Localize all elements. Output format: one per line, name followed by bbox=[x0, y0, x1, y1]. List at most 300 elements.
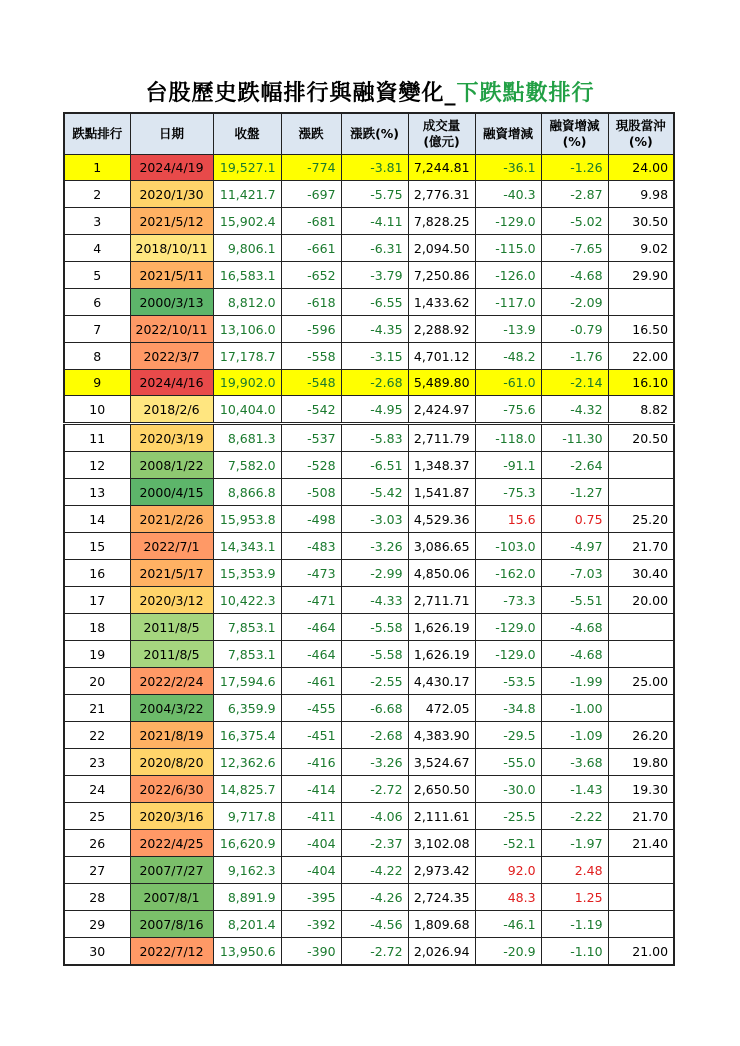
date-cell: 2011/8/5 bbox=[130, 641, 213, 668]
margin-change-cell: -129.0 bbox=[475, 614, 541, 641]
day-trade-pct-cell: 8.82 bbox=[608, 396, 674, 424]
change-pct-cell: -4.11 bbox=[341, 208, 408, 235]
date-cell: 2022/6/30 bbox=[130, 776, 213, 803]
table-row bbox=[64, 289, 674, 316]
margin-change-cell: -91.1 bbox=[475, 452, 541, 479]
margin-change-cell: -126.0 bbox=[475, 262, 541, 289]
date-cell: 2022/3/7 bbox=[130, 343, 213, 370]
table-row bbox=[64, 749, 674, 776]
table-row bbox=[64, 911, 674, 938]
close-cell: 8,681.3 bbox=[213, 424, 281, 452]
rank-cell: 28 bbox=[64, 884, 130, 911]
date-cell: 2021/5/11 bbox=[130, 262, 213, 289]
day-trade-pct-cell: 21.70 bbox=[608, 533, 674, 560]
day-trade-pct-cell: 21.00 bbox=[608, 938, 674, 966]
close-cell: 15,902.4 bbox=[213, 208, 281, 235]
date-cell: 2000/4/15 bbox=[130, 479, 213, 506]
table-row bbox=[64, 722, 674, 749]
margin-change-cell: -75.3 bbox=[475, 479, 541, 506]
change-pct-cell: -2.72 bbox=[341, 938, 408, 966]
rank-cell: 4 bbox=[64, 235, 130, 262]
close-cell: 16,583.1 bbox=[213, 262, 281, 289]
change-cell: -697 bbox=[281, 181, 341, 208]
day-trade-pct-cell bbox=[608, 857, 674, 884]
date-cell: 2011/8/5 bbox=[130, 614, 213, 641]
rank-cell: 18 bbox=[64, 614, 130, 641]
margin-change-pct-cell: -0.79 bbox=[541, 316, 608, 343]
change-pct-cell: -2.37 bbox=[341, 830, 408, 857]
change-pct-cell: -2.68 bbox=[341, 370, 408, 396]
close-cell: 8,201.4 bbox=[213, 911, 281, 938]
volume-cell: 3,086.65 bbox=[408, 533, 475, 560]
day-trade-pct-cell bbox=[608, 614, 674, 641]
margin-change-pct-cell: -1.09 bbox=[541, 722, 608, 749]
margin-change-pct-cell: -2.09 bbox=[541, 289, 608, 316]
rank-cell: 8 bbox=[64, 343, 130, 370]
table-row bbox=[64, 370, 674, 396]
margin-change-cell: -117.0 bbox=[475, 289, 541, 316]
change-cell: -596 bbox=[281, 316, 341, 343]
day-trade-pct-cell: 21.40 bbox=[608, 830, 674, 857]
day-trade-pct-cell: 22.00 bbox=[608, 343, 674, 370]
change-cell: -548 bbox=[281, 370, 341, 396]
margin-change-pct-cell: -7.03 bbox=[541, 560, 608, 587]
day-trade-pct-cell bbox=[608, 479, 674, 506]
rank-cell: 6 bbox=[64, 289, 130, 316]
day-trade-pct-cell: 30.40 bbox=[608, 560, 674, 587]
margin-change-cell: -52.1 bbox=[475, 830, 541, 857]
margin-change-pct-cell: -5.51 bbox=[541, 587, 608, 614]
volume-cell: 2,094.50 bbox=[408, 235, 475, 262]
rank-cell: 9 bbox=[64, 370, 130, 396]
margin-change-pct-cell: -2.87 bbox=[541, 181, 608, 208]
table-row bbox=[64, 235, 674, 262]
volume-cell: 2,026.94 bbox=[408, 938, 475, 966]
date-cell: 2020/3/19 bbox=[130, 424, 213, 452]
change-cell: -537 bbox=[281, 424, 341, 452]
day-trade-pct-cell: 9.02 bbox=[608, 235, 674, 262]
day-trade-pct-cell: 19.80 bbox=[608, 749, 674, 776]
volume-cell: 4,850.06 bbox=[408, 560, 475, 587]
rank-cell: 10 bbox=[64, 396, 130, 424]
change-cell: -542 bbox=[281, 396, 341, 424]
margin-change-cell: -30.0 bbox=[475, 776, 541, 803]
date-cell: 2021/5/12 bbox=[130, 208, 213, 235]
change-pct-cell: -2.55 bbox=[341, 668, 408, 695]
day-trade-pct-cell: 16.10 bbox=[608, 370, 674, 396]
margin-change-cell: -34.8 bbox=[475, 695, 541, 722]
change-pct-cell: -3.81 bbox=[341, 155, 408, 181]
margin-change-pct-cell: -4.68 bbox=[541, 614, 608, 641]
close-cell: 7,853.1 bbox=[213, 641, 281, 668]
rank-cell: 25 bbox=[64, 803, 130, 830]
close-cell: 17,178.7 bbox=[213, 343, 281, 370]
date-cell: 2020/3/16 bbox=[130, 803, 213, 830]
rank-cell: 29 bbox=[64, 911, 130, 938]
table-row bbox=[64, 343, 674, 370]
margin-change-cell: 15.6 bbox=[475, 506, 541, 533]
rank-cell: 21 bbox=[64, 695, 130, 722]
volume-cell: 1,433.62 bbox=[408, 289, 475, 316]
day-trade-pct-cell: 9.98 bbox=[608, 181, 674, 208]
close-cell: 8,891.9 bbox=[213, 884, 281, 911]
close-cell: 15,353.9 bbox=[213, 560, 281, 587]
change-pct-cell: -4.22 bbox=[341, 857, 408, 884]
day-trade-pct-cell: 21.70 bbox=[608, 803, 674, 830]
volume-cell: 2,711.79 bbox=[408, 424, 475, 452]
close-cell: 19,527.1 bbox=[213, 155, 281, 181]
change-cell: -464 bbox=[281, 641, 341, 668]
table-row bbox=[64, 155, 674, 181]
date-cell: 2020/1/30 bbox=[130, 181, 213, 208]
change-pct-cell: -2.68 bbox=[341, 722, 408, 749]
margin-change-pct-cell: -1.10 bbox=[541, 938, 608, 966]
day-trade-pct-cell bbox=[608, 695, 674, 722]
header-margin-change: 融資增減 bbox=[475, 113, 541, 155]
change-pct-cell: -4.06 bbox=[341, 803, 408, 830]
change-pct-cell: -6.55 bbox=[341, 289, 408, 316]
margin-change-cell: -36.1 bbox=[475, 155, 541, 181]
table-row bbox=[64, 668, 674, 695]
day-trade-pct-cell: 16.50 bbox=[608, 316, 674, 343]
margin-change-pct-cell: -7.65 bbox=[541, 235, 608, 262]
rank-cell: 11 bbox=[64, 424, 130, 452]
margin-change-cell: -53.5 bbox=[475, 668, 541, 695]
margin-change-pct-cell: -1.26 bbox=[541, 155, 608, 181]
change-cell: -473 bbox=[281, 560, 341, 587]
close-cell: 7,853.1 bbox=[213, 614, 281, 641]
margin-change-pct-cell: 2.48 bbox=[541, 857, 608, 884]
rank-cell: 19 bbox=[64, 641, 130, 668]
volume-cell: 1,626.19 bbox=[408, 614, 475, 641]
volume-cell: 2,724.35 bbox=[408, 884, 475, 911]
day-trade-pct-cell: 25.00 bbox=[608, 668, 674, 695]
table-row bbox=[64, 533, 674, 560]
change-cell: -404 bbox=[281, 857, 341, 884]
header-rank: 跌點排行 bbox=[64, 113, 130, 155]
rank-cell: 22 bbox=[64, 722, 130, 749]
margin-change-cell: -75.6 bbox=[475, 396, 541, 424]
change-pct-cell: -4.26 bbox=[341, 884, 408, 911]
day-trade-pct-cell: 19.30 bbox=[608, 776, 674, 803]
table-row bbox=[64, 560, 674, 587]
table-row bbox=[64, 479, 674, 506]
margin-change-pct-cell: -2.22 bbox=[541, 803, 608, 830]
change-cell: -661 bbox=[281, 235, 341, 262]
margin-change-pct-cell: -1.19 bbox=[541, 911, 608, 938]
date-cell: 2007/7/27 bbox=[130, 857, 213, 884]
change-cell: -461 bbox=[281, 668, 341, 695]
date-cell: 2000/3/13 bbox=[130, 289, 213, 316]
close-cell: 13,950.6 bbox=[213, 938, 281, 966]
change-pct-cell: -4.35 bbox=[341, 316, 408, 343]
margin-change-cell: 92.0 bbox=[475, 857, 541, 884]
table-row bbox=[64, 803, 674, 830]
margin-change-pct-cell: -1.76 bbox=[541, 343, 608, 370]
close-cell: 16,620.9 bbox=[213, 830, 281, 857]
volume-cell: 1,809.68 bbox=[408, 911, 475, 938]
rank-cell: 27 bbox=[64, 857, 130, 884]
change-cell: -390 bbox=[281, 938, 341, 966]
volume-cell: 2,711.71 bbox=[408, 587, 475, 614]
change-cell: -392 bbox=[281, 911, 341, 938]
table-row bbox=[64, 262, 674, 289]
day-trade-pct-cell bbox=[608, 452, 674, 479]
table-row bbox=[64, 695, 674, 722]
change-pct-cell: -5.58 bbox=[341, 641, 408, 668]
change-pct-cell: -3.26 bbox=[341, 749, 408, 776]
change-pct-cell: -3.26 bbox=[341, 533, 408, 560]
day-trade-pct-cell: 26.20 bbox=[608, 722, 674, 749]
change-cell: -451 bbox=[281, 722, 341, 749]
rank-cell: 20 bbox=[64, 668, 130, 695]
change-cell: -483 bbox=[281, 533, 341, 560]
change-cell: -498 bbox=[281, 506, 341, 533]
date-cell: 2024/4/16 bbox=[130, 370, 213, 396]
margin-change-cell: -129.0 bbox=[475, 208, 541, 235]
date-cell: 2018/2/6 bbox=[130, 396, 213, 424]
volume-cell: 3,102.08 bbox=[408, 830, 475, 857]
margin-change-pct-cell: 0.75 bbox=[541, 506, 608, 533]
table-row bbox=[64, 452, 674, 479]
margin-change-pct-cell: -1.43 bbox=[541, 776, 608, 803]
table-row bbox=[64, 857, 674, 884]
margin-change-pct-cell: -4.68 bbox=[541, 262, 608, 289]
change-pct-cell: -4.95 bbox=[341, 396, 408, 424]
rank-cell: 14 bbox=[64, 506, 130, 533]
volume-cell: 2,288.92 bbox=[408, 316, 475, 343]
change-pct-cell: -4.56 bbox=[341, 911, 408, 938]
volume-cell: 4,430.17 bbox=[408, 668, 475, 695]
date-cell: 2007/8/1 bbox=[130, 884, 213, 911]
close-cell: 10,404.0 bbox=[213, 396, 281, 424]
volume-cell: 1,348.37 bbox=[408, 452, 475, 479]
volume-cell: 2,424.97 bbox=[408, 396, 475, 424]
margin-change-cell: -162.0 bbox=[475, 560, 541, 587]
change-pct-cell: -6.51 bbox=[341, 452, 408, 479]
change-cell: -455 bbox=[281, 695, 341, 722]
table-row bbox=[64, 614, 674, 641]
change-cell: -471 bbox=[281, 587, 341, 614]
table-body bbox=[64, 155, 674, 966]
margin-change-pct-cell: -4.32 bbox=[541, 396, 608, 424]
margin-change-pct-cell: -4.97 bbox=[541, 533, 608, 560]
change-cell: -395 bbox=[281, 884, 341, 911]
change-pct-cell: -2.72 bbox=[341, 776, 408, 803]
volume-cell: 2,973.42 bbox=[408, 857, 475, 884]
volume-cell: 2,650.50 bbox=[408, 776, 475, 803]
change-pct-cell: -6.68 bbox=[341, 695, 408, 722]
table-row bbox=[64, 424, 674, 452]
margin-change-cell: -29.5 bbox=[475, 722, 541, 749]
day-trade-pct-cell: 24.00 bbox=[608, 155, 674, 181]
day-trade-pct-cell: 29.90 bbox=[608, 262, 674, 289]
date-cell: 2022/7/12 bbox=[130, 938, 213, 966]
margin-change-pct-cell: -1.99 bbox=[541, 668, 608, 695]
date-cell: 2022/2/24 bbox=[130, 668, 213, 695]
volume-cell: 7,250.86 bbox=[408, 262, 475, 289]
table-row bbox=[64, 587, 674, 614]
header-change: 漲跌 bbox=[281, 113, 341, 155]
change-cell: -404 bbox=[281, 830, 341, 857]
margin-change-cell: -25.5 bbox=[475, 803, 541, 830]
volume-cell: 1,626.19 bbox=[408, 641, 475, 668]
change-cell: -618 bbox=[281, 289, 341, 316]
margin-change-cell: -73.3 bbox=[475, 587, 541, 614]
change-pct-cell: -2.99 bbox=[341, 560, 408, 587]
change-pct-cell: -5.42 bbox=[341, 479, 408, 506]
close-cell: 17,594.6 bbox=[213, 668, 281, 695]
change-cell: -414 bbox=[281, 776, 341, 803]
table-row bbox=[64, 181, 674, 208]
change-cell: -508 bbox=[281, 479, 341, 506]
day-trade-pct-cell: 20.00 bbox=[608, 587, 674, 614]
close-cell: 7,582.0 bbox=[213, 452, 281, 479]
change-pct-cell: -3.15 bbox=[341, 343, 408, 370]
margin-change-cell: -103.0 bbox=[475, 533, 541, 560]
margin-change-pct-cell: -11.30 bbox=[541, 424, 608, 452]
rank-cell: 13 bbox=[64, 479, 130, 506]
day-trade-pct-cell bbox=[608, 911, 674, 938]
close-cell: 16,375.4 bbox=[213, 722, 281, 749]
date-cell: 2021/5/17 bbox=[130, 560, 213, 587]
date-cell: 2020/8/20 bbox=[130, 749, 213, 776]
rank-cell: 7 bbox=[64, 316, 130, 343]
close-cell: 6,359.9 bbox=[213, 695, 281, 722]
change-pct-cell: -5.83 bbox=[341, 424, 408, 452]
date-cell: 2022/4/25 bbox=[130, 830, 213, 857]
change-cell: -411 bbox=[281, 803, 341, 830]
date-cell: 2004/3/22 bbox=[130, 695, 213, 722]
close-cell: 9,162.3 bbox=[213, 857, 281, 884]
table-row bbox=[64, 208, 674, 235]
date-cell: 2008/1/22 bbox=[130, 452, 213, 479]
close-cell: 8,812.0 bbox=[213, 289, 281, 316]
rank-cell: 5 bbox=[64, 262, 130, 289]
date-cell: 2021/8/19 bbox=[130, 722, 213, 749]
margin-change-pct-cell: -3.68 bbox=[541, 749, 608, 776]
margin-change-pct-cell: -1.00 bbox=[541, 695, 608, 722]
table-header bbox=[64, 113, 674, 155]
ranking-table bbox=[63, 112, 675, 966]
day-trade-pct-cell bbox=[608, 289, 674, 316]
close-cell: 9,806.1 bbox=[213, 235, 281, 262]
margin-change-cell: -118.0 bbox=[475, 424, 541, 452]
header-close: 收盤 bbox=[213, 113, 281, 155]
header-date: 日期 bbox=[130, 113, 213, 155]
change-cell: -416 bbox=[281, 749, 341, 776]
margin-change-pct-cell: -5.02 bbox=[541, 208, 608, 235]
volume-cell: 7,828.25 bbox=[408, 208, 475, 235]
table-row bbox=[64, 830, 674, 857]
margin-change-cell: -115.0 bbox=[475, 235, 541, 262]
rank-cell: 3 bbox=[64, 208, 130, 235]
title-sub: 下跌點數排行 bbox=[456, 81, 595, 106]
rank-cell: 24 bbox=[64, 776, 130, 803]
close-cell: 11,421.7 bbox=[213, 181, 281, 208]
close-cell: 13,106.0 bbox=[213, 316, 281, 343]
close-cell: 14,343.1 bbox=[213, 533, 281, 560]
close-cell: 8,866.8 bbox=[213, 479, 281, 506]
change-cell: -464 bbox=[281, 614, 341, 641]
rank-cell: 23 bbox=[64, 749, 130, 776]
margin-change-pct-cell: -1.97 bbox=[541, 830, 608, 857]
volume-cell: 2,776.31 bbox=[408, 181, 475, 208]
date-cell: 2018/10/11 bbox=[130, 235, 213, 262]
rank-cell: 30 bbox=[64, 938, 130, 966]
volume-cell: 7,244.81 bbox=[408, 155, 475, 181]
header-margin-change-pct: 融資增減 (%) bbox=[541, 113, 608, 155]
margin-change-cell: -48.2 bbox=[475, 343, 541, 370]
header-day-trade-pct: 現股當沖 (%) bbox=[608, 113, 674, 155]
change-pct-cell: -5.75 bbox=[341, 181, 408, 208]
volume-cell: 1,541.87 bbox=[408, 479, 475, 506]
volume-cell: 3,524.67 bbox=[408, 749, 475, 776]
change-cell: -681 bbox=[281, 208, 341, 235]
page-title bbox=[0, 76, 740, 107]
margin-change-pct-cell: -2.14 bbox=[541, 370, 608, 396]
change-cell: -652 bbox=[281, 262, 341, 289]
header-row bbox=[64, 113, 674, 155]
rank-cell: 16 bbox=[64, 560, 130, 587]
change-pct-cell: -3.03 bbox=[341, 506, 408, 533]
close-cell: 15,953.8 bbox=[213, 506, 281, 533]
margin-change-cell: -46.1 bbox=[475, 911, 541, 938]
rank-cell: 26 bbox=[64, 830, 130, 857]
volume-cell: 4,383.90 bbox=[408, 722, 475, 749]
table-row bbox=[64, 396, 674, 424]
change-pct-cell: -5.58 bbox=[341, 614, 408, 641]
close-cell: 19,902.0 bbox=[213, 370, 281, 396]
table-row bbox=[64, 506, 674, 533]
change-pct-cell: -3.79 bbox=[341, 262, 408, 289]
table-row bbox=[64, 938, 674, 966]
table-row bbox=[64, 884, 674, 911]
title-main: 台股歷史跌幅排行與融資變化_ bbox=[145, 81, 457, 106]
change-cell: -558 bbox=[281, 343, 341, 370]
margin-change-pct-cell: 1.25 bbox=[541, 884, 608, 911]
date-cell: 2007/8/16 bbox=[130, 911, 213, 938]
close-cell: 9,717.8 bbox=[213, 803, 281, 830]
close-cell: 10,422.3 bbox=[213, 587, 281, 614]
volume-cell: 4,701.12 bbox=[408, 343, 475, 370]
date-cell: 2021/2/26 bbox=[130, 506, 213, 533]
day-trade-pct-cell: 25.20 bbox=[608, 506, 674, 533]
margin-change-pct-cell: -1.27 bbox=[541, 479, 608, 506]
volume-cell: 472.05 bbox=[408, 695, 475, 722]
margin-change-pct-cell: -4.68 bbox=[541, 641, 608, 668]
rank-cell: 12 bbox=[64, 452, 130, 479]
table-row bbox=[64, 776, 674, 803]
margin-change-cell: -55.0 bbox=[475, 749, 541, 776]
date-cell: 2022/10/11 bbox=[130, 316, 213, 343]
date-cell: 2022/7/1 bbox=[130, 533, 213, 560]
volume-cell: 5,489.80 bbox=[408, 370, 475, 396]
header-change-pct: 漲跌(%) bbox=[341, 113, 408, 155]
day-trade-pct-cell: 30.50 bbox=[608, 208, 674, 235]
header-volume: 成交量 (億元) bbox=[408, 113, 475, 155]
close-cell: 14,825.7 bbox=[213, 776, 281, 803]
margin-change-cell: -13.9 bbox=[475, 316, 541, 343]
margin-change-cell: -20.9 bbox=[475, 938, 541, 966]
table-row bbox=[64, 641, 674, 668]
date-cell: 2020/3/12 bbox=[130, 587, 213, 614]
change-pct-cell: -6.31 bbox=[341, 235, 408, 262]
margin-change-pct-cell: -2.64 bbox=[541, 452, 608, 479]
margin-change-cell: -129.0 bbox=[475, 641, 541, 668]
volume-cell: 4,529.36 bbox=[408, 506, 475, 533]
rank-cell: 17 bbox=[64, 587, 130, 614]
